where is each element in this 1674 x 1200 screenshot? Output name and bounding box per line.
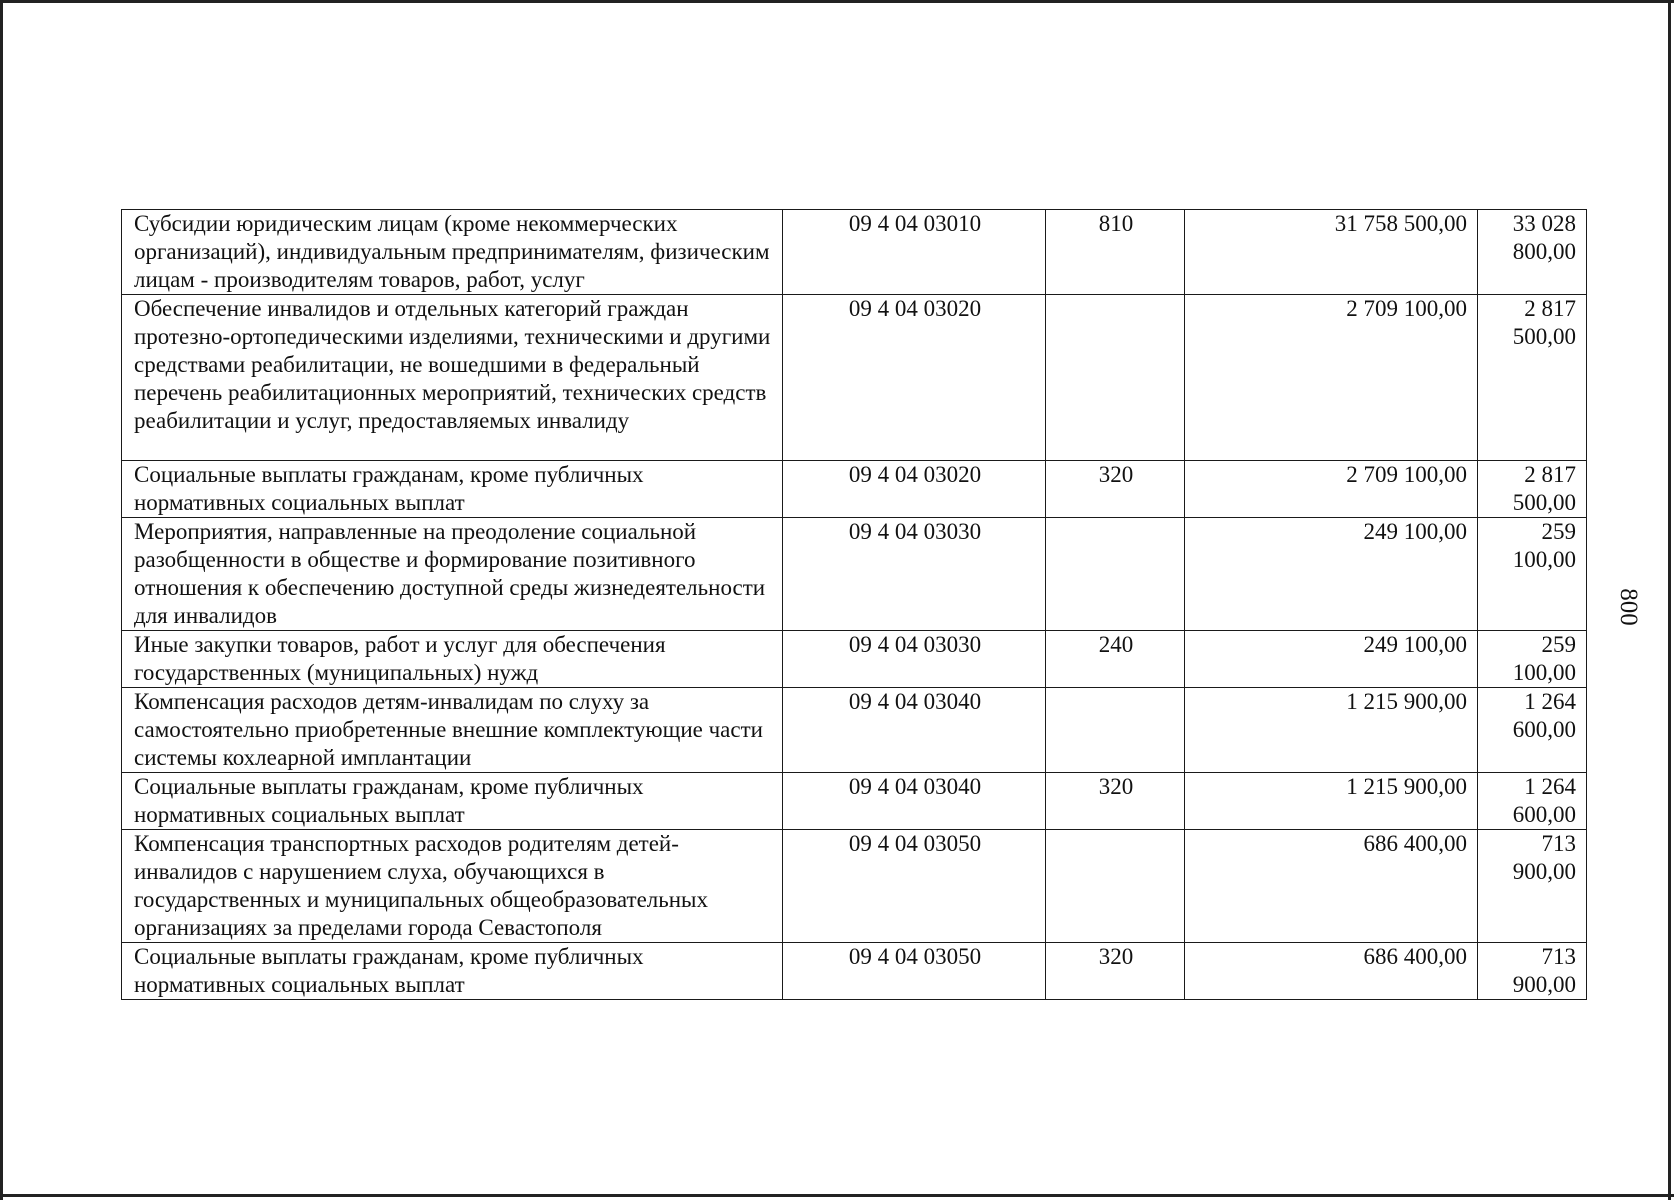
page-edge-left (0, 0, 3, 1200)
amount-year2-cell: 259 100,00 (1478, 631, 1587, 688)
amount-year2-cell: 33 028 800,00 (1478, 210, 1587, 295)
target-code-cell: 09 4 04 03050 (783, 943, 1046, 1000)
amount-year2-cell: 259 100,00 (1478, 518, 1587, 631)
expense-type-cell: 810 (1046, 210, 1185, 295)
page-edge-top (0, 0, 1674, 3)
amount-year2-cell: 1 264 600,00 (1478, 688, 1587, 773)
target-code-cell: 09 4 04 03050 (783, 830, 1046, 943)
target-code-cell: 09 4 04 03020 (783, 461, 1046, 518)
budget-table (121, 209, 1587, 1000)
table-row (122, 461, 1587, 518)
amount-year2-cell: 713 900,00 (1478, 943, 1587, 1000)
table-row (122, 773, 1587, 830)
amount-year1-cell: 2 709 100,00 (1185, 461, 1478, 518)
expense-name-cell: Компенсация расходов детям-инвалидам по слуху за самостоятельно приобретенные внешние комплектующие части системы кохлеарной имплантации (122, 688, 783, 773)
expense-name-cell: Социальные выплаты гражданам, кроме публичных нормативных социальных выплат (122, 773, 783, 830)
expense-type-cell (1046, 295, 1185, 461)
table-row (122, 210, 1587, 295)
amount-year2-cell: 1 264 600,00 (1478, 773, 1587, 830)
amount-year2-cell: 2 817 500,00 (1478, 295, 1587, 461)
expense-name-cell: Компенсация транспортных расходов родителям детей-инвалидов с нарушением слуха, обучающихся в государственных и муниципальных общеобразовательных организациях за пределами города Севастополя (122, 830, 783, 943)
expense-name-cell: Социальные выплаты гражданам, кроме публичных нормативных социальных выплат (122, 461, 783, 518)
table-row (122, 518, 1587, 631)
expense-name-cell: Обеспечение инвалидов и отдельных категорий граждан протезно-ортопедическими изделиями, техническими и другими средствами реабилитации, не вошедшими в федеральный перечень реабилитационных мероприятий, технических средств реабилитации и услуг, предоставляемых инвалиду (122, 295, 783, 461)
table-row (122, 688, 1587, 773)
expense-type-cell (1046, 688, 1185, 773)
expense-name-cell: Мероприятия, направленные на преодоление социальной разобщенности в обществе и формирование позитивного отношения к обеспечению доступной среды жизнедеятельности для инвалидов (122, 518, 783, 631)
table-row (122, 631, 1587, 688)
amount-year1-cell: 249 100,00 (1185, 518, 1478, 631)
expense-type-cell: 240 (1046, 631, 1185, 688)
target-code-cell: 09 4 04 03020 (783, 295, 1046, 461)
expense-name-cell: Субсидии юридическим лицам (кроме некоммерческих организаций), индивидуальным предпринимателям, физическим лицам - производителям товаров, работ, услуг (122, 210, 783, 295)
table-row (122, 830, 1587, 943)
amount-year1-cell: 1 215 900,00 (1185, 773, 1478, 830)
amount-year1-cell: 2 709 100,00 (1185, 295, 1478, 461)
page-number: 800 (1615, 588, 1642, 626)
page-edge-right (1668, 0, 1671, 1200)
target-code-cell: 09 4 04 03040 (783, 688, 1046, 773)
amount-year2-cell: 713 900,00 (1478, 830, 1587, 943)
amount-year1-cell: 686 400,00 (1185, 830, 1478, 943)
expense-type-cell: 320 (1046, 943, 1185, 1000)
table-row (122, 295, 1587, 461)
target-code-cell: 09 4 04 03040 (783, 773, 1046, 830)
target-code-cell: 09 4 04 03030 (783, 518, 1046, 631)
expense-name-cell: Иные закупки товаров, работ и услуг для обеспечения государственных (муниципальных) нужд (122, 631, 783, 688)
target-code-cell: 09 4 04 03010 (783, 210, 1046, 295)
expense-type-cell: 320 (1046, 773, 1185, 830)
page-edge-bottom (0, 1194, 1674, 1197)
expense-type-cell (1046, 830, 1185, 943)
amount-year1-cell: 249 100,00 (1185, 631, 1478, 688)
expense-type-cell: 320 (1046, 461, 1185, 518)
amount-year1-cell: 686 400,00 (1185, 943, 1478, 1000)
amount-year2-cell: 2 817 500,00 (1478, 461, 1587, 518)
expense-name-cell: Социальные выплаты гражданам, кроме публичных нормативных социальных выплат (122, 943, 783, 1000)
table-row (122, 943, 1587, 1000)
expense-type-cell (1046, 518, 1185, 631)
target-code-cell: 09 4 04 03030 (783, 631, 1046, 688)
amount-year1-cell: 1 215 900,00 (1185, 688, 1478, 773)
amount-year1-cell: 31 758 500,00 (1185, 210, 1478, 295)
